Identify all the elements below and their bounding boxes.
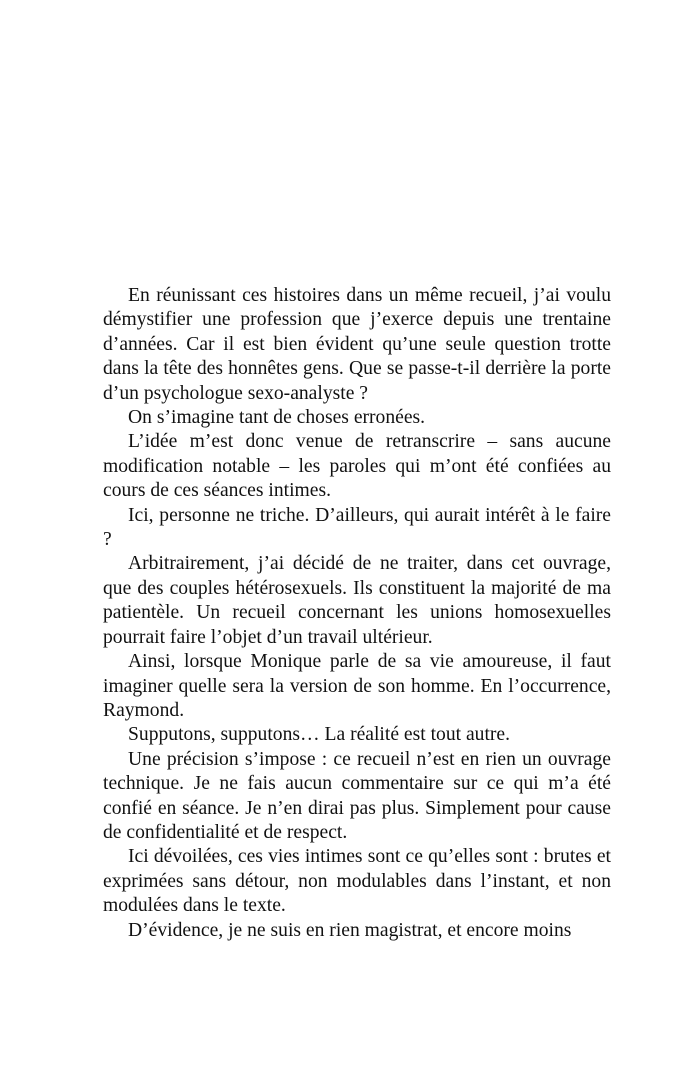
paragraph-6: Ainsi, lorsque Monique parle de sa vie amoureuse, il faut imaginer quelle sera la version de son homme. En l’occurrence, Raymond. [103, 651, 611, 721]
body-text [103, 284, 611, 943]
paragraph-3: L’idée m’est donc venue de retranscrire – sans aucune modification notable – les paroles qui m’ont été confiées au cours de ces séances intimes. [103, 431, 611, 502]
paragraph-10: D’évidence, je ne suis en rien magistrat, et encore moins [128, 919, 572, 941]
paragraph-9: Ici dévoilées, ces vies intimes sont ce qu’elles sont : brutes et exprimées sans détour, non modulables dans l’instant, et non modulées dans le texte. [103, 846, 611, 917]
paragraph-7: Supputons, supputons… La réalité est tout autre. [128, 724, 511, 746]
paragraph-8: Une précision s’impose : ce recueil n’est en rien un ouvrage technique. Je ne fais aucun commentaire sur ce qui m’a été confié en séance. Je n’en dirai pas plus. Simplement pour cause de confidentialité et de respect. [103, 748, 611, 843]
paragraph-5: Arbitrairement, j’ai décidé de ne traiter, dans cet ouvrage, que des couples hétérosexuels. Ils constituent la majorité de ma patientèle. Un recueil concernant les unions homosexuelles pourrait faire l’objet d’un travail ultérieur. [103, 553, 611, 648]
paragraph-4: Ici, personne ne triche. D’ailleurs, qui aurait intérêt à le faire ? [103, 504, 611, 551]
paragraph-1: En réunissant ces histoires dans un même recueil, j’ai voulu démystifier une profession que j’exerce depuis une trentaine d’années. Car il est bien évident qu’une seule question trotte dans la tête des honnêtes gens. Que se passe-t-il derrière la porte d’un psychologue sexo-analyste ? [103, 285, 611, 404]
paragraph-2: On s’imagine tant de choses erronées. [128, 407, 426, 429]
